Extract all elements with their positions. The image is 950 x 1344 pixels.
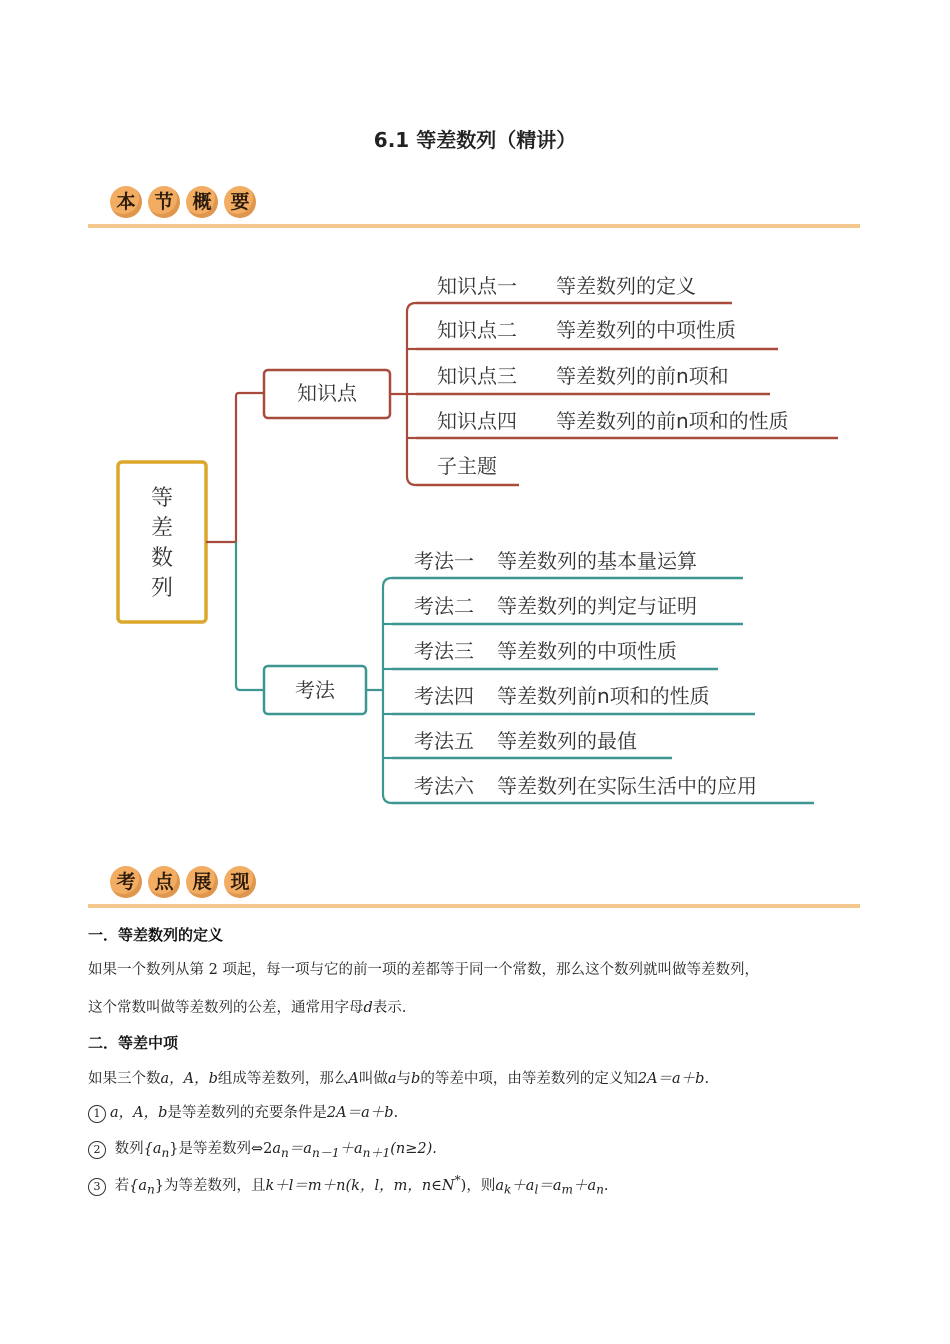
paragraph: 如果三个数a，A，b组成等差数列，那么A叫做a与b的等差中项，由等差数列的定义知2A＝a＋b. — [88, 1071, 710, 1087]
banner-char: 展 — [186, 866, 218, 898]
root-char: 差 — [150, 516, 174, 541]
method-item-head: 考法五 — [414, 729, 474, 753]
circled-number: 1 — [88, 1105, 106, 1123]
banner-char: 点 — [148, 866, 180, 898]
paragraph: 这个常数叫做等差数列的公差，通常用字母d表示. — [88, 1000, 407, 1016]
method-item-head: 考法一 — [414, 549, 474, 573]
banner-char: 考 — [110, 866, 142, 898]
root-to-branch1-connector — [206, 393, 264, 542]
method-item-head: 考法二 — [414, 594, 474, 618]
banner-rule — [88, 904, 860, 908]
branch-label: 知识点 — [297, 381, 357, 405]
list-item: 3 若$\{a_n\}$为等差数列，且k＋l＝m＋n(k，l，m，n∈N*)，则$a_k+a_l=a_m+a_n$. — [88, 1173, 609, 1197]
method-item-head: 考法三 — [414, 639, 474, 663]
knowledge-item-head: 知识点一 — [437, 274, 517, 298]
knowledge-item-text: 等差数列的前n项和 — [556, 364, 729, 388]
section-heading: 二．等差中项 — [88, 1034, 179, 1052]
knowledge-item-text: 等差数列的前n项和的性质 — [556, 409, 789, 433]
method-item-text: 等差数列的判定与证明 — [497, 594, 697, 618]
circled-number: 3 — [88, 1178, 106, 1196]
section-banner-overview — [88, 182, 860, 228]
method-item-text: 等差数列的中项性质 — [497, 639, 677, 663]
paragraph: 如果一个数列从第 2 项起，每一项与它的前一项的差都等于同一个常数，那么这个数列就叫做等差数列， — [88, 962, 759, 978]
banner-char: 现 — [224, 866, 256, 898]
section-heading: 一．等差数列的定义 — [88, 926, 224, 944]
branch-label: 考法 — [295, 678, 335, 702]
root-char: 等 — [150, 486, 174, 511]
banner-char: 本 — [110, 186, 142, 218]
list-item: 2 数列$\{a_n\}$是等差数列$\Leftrightarrow 2a_n=a_{n-1}+a_{n+1}(n\ge 2)$. — [88, 1137, 437, 1161]
mind-map — [0, 230, 950, 820]
knowledge-item-text: 等差数列的中项性质 — [556, 318, 736, 342]
method-item-text: 等差数列的基本量运算 — [497, 549, 697, 573]
branch2-bracket — [383, 578, 392, 803]
knowledge-item-head: 知识点二 — [437, 318, 517, 342]
method-item-text: 等差数列的最值 — [497, 729, 637, 753]
knowledge-item-head: 知识点四 — [437, 409, 517, 433]
method-item-text: 等差数列前n项和的性质 — [497, 684, 710, 708]
list-item: 1 a，A，b是等差数列的充要条件是2A＝a＋b. — [88, 1101, 398, 1123]
knowledge-item-text: 等差数列的定义 — [556, 274, 696, 298]
banner-char: 概 — [186, 186, 218, 218]
banner-char: 要 — [224, 186, 256, 218]
circled-number: 2 — [88, 1141, 106, 1159]
banner-rule — [88, 224, 860, 228]
root-char: 列 — [150, 576, 174, 601]
banner-char: 节 — [148, 186, 180, 218]
root-to-branch2-connector — [236, 542, 264, 690]
method-item-head: 考法四 — [414, 684, 474, 708]
knowledge-item-head: 子主题 — [437, 454, 497, 478]
method-item-text: 等差数列在实际生活中的应用 — [497, 774, 757, 798]
section-banner-points — [88, 862, 860, 908]
knowledge-item-head: 知识点三 — [437, 364, 517, 388]
root-char: 数 — [150, 546, 174, 571]
method-item-head: 考法六 — [414, 774, 474, 798]
page-title: 6.1 等差数列（精讲） — [373, 128, 577, 152]
